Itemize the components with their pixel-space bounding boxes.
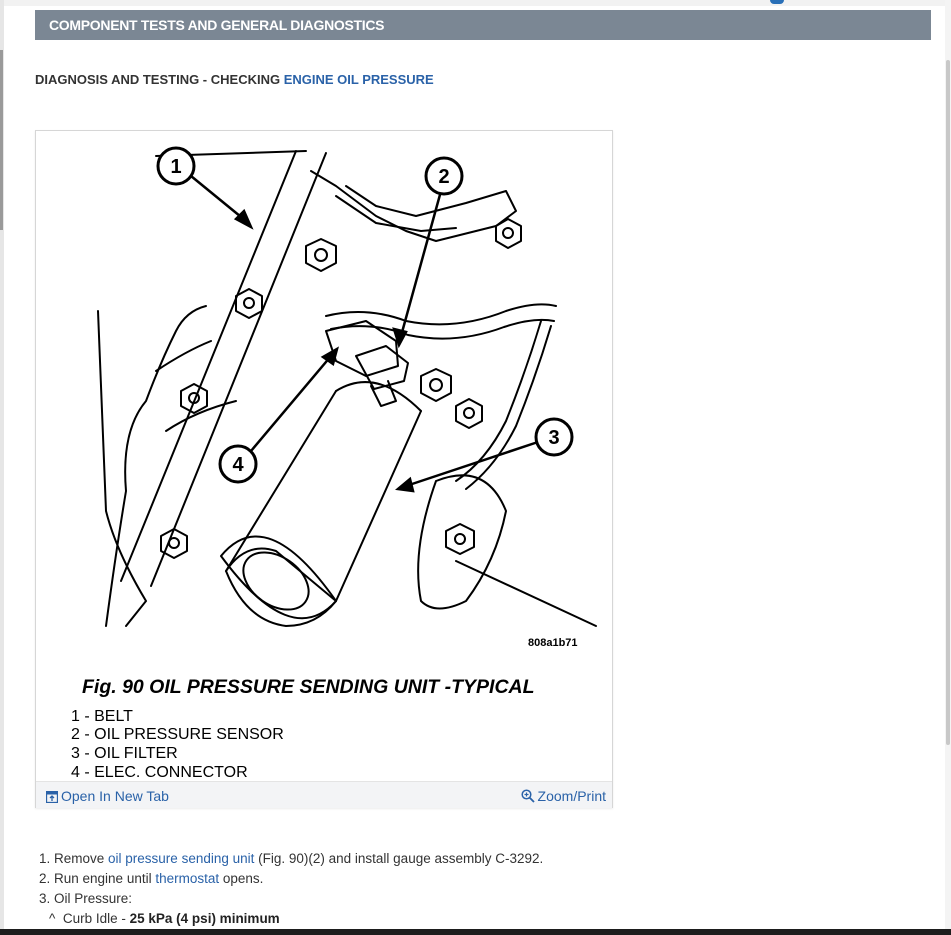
page-subtitle (35, 72, 434, 87)
step-2 (39, 869, 543, 889)
thermostat-link[interactable]: thermostat (155, 871, 220, 886)
figure-illustration (36, 131, 612, 781)
scrollbar[interactable] (945, 0, 951, 935)
subtitle-prefix: DIAGNOSIS AND TESTING - CHECKING (35, 72, 284, 87)
step-2-text-end: opens. (219, 871, 264, 886)
zoom-print-link[interactable] (521, 788, 606, 804)
figure-caption: Fig. 90 OIL PRESSURE SENDING UNIT -TYPICAL (82, 676, 535, 698)
bolt-mid-right (421, 369, 451, 401)
right-bracket (418, 475, 506, 608)
harness-down-b (466, 326, 551, 489)
top-accent (770, 0, 784, 4)
zoom-icon (521, 789, 535, 803)
bolt-top-left (306, 239, 336, 271)
callout-3-label: 3 (548, 427, 560, 449)
legend-item-elec-connector: 4 - ELEC. CONNECTOR (71, 764, 248, 781)
procedure-steps (39, 849, 543, 929)
bolt-top-right (496, 219, 521, 248)
left-panel-handle[interactable] (0, 50, 3, 230)
filter-base-rim (221, 536, 336, 618)
bolt-left-1 (236, 289, 262, 318)
top-edge (0, 0, 951, 6)
bolt-bracket (446, 524, 474, 554)
scrollbar-thumb[interactable] (946, 60, 950, 745)
block-outline (106, 306, 206, 626)
step-3: 3. Oil Pressure: (39, 891, 133, 906)
zoom-print-label: Zoom/Print (537, 788, 606, 804)
curb-idle-value: 25 kPa (4 psi) minimum (129, 911, 280, 926)
harness-lower (331, 320, 554, 339)
step-1 (39, 849, 543, 869)
right-bracket-arm (456, 561, 596, 626)
open-in-new-tab-link[interactable] (46, 788, 169, 804)
figure-box (35, 130, 613, 808)
filter-right-side (336, 411, 421, 601)
figure-toolbar (36, 781, 612, 808)
callout-2-label: 2 (438, 166, 450, 188)
image-code: 808a1b71 (528, 637, 578, 649)
bolt-left-2 (181, 384, 207, 413)
callout-1-label: 1 (170, 156, 182, 178)
engine-oil-pressure-link[interactable]: ENGINE OIL PRESSURE (283, 72, 434, 87)
curb-idle-label: Curb Idle - (62, 911, 130, 926)
sub-bullet: ^ (49, 911, 56, 926)
legend-item-oil-filter: 3 - OIL FILTER (71, 745, 178, 762)
open-in-new-tab-label: Open In New Tab (61, 788, 169, 804)
legend-item-belt: 1 - BELT (71, 708, 133, 725)
step-1-text-end: (Fig. 90)(2) and install gauge assembly C-3292. (254, 851, 544, 866)
harness-down-a (456, 321, 541, 481)
legend-item-oil-pressure-sensor: 2 - OIL PRESSURE SENSOR (71, 726, 284, 743)
callout-4-label: 4 (232, 454, 244, 476)
oil-pressure-sending-unit-link[interactable]: oil pressure sending unit (108, 851, 255, 866)
taskbar-edge (0, 929, 951, 935)
step-2-text: 2. Run engine until (39, 871, 156, 886)
belt-edge-a (121, 151, 296, 581)
step-3-sub-curb-idle (39, 909, 543, 929)
open-in-new-tab-icon (46, 791, 58, 803)
bolt-lower-left (161, 529, 187, 558)
section-header: COMPONENT TESTS AND GENERAL DIAGNOSTICS (35, 10, 931, 40)
bolt-right (456, 399, 482, 428)
filter-top (336, 382, 421, 411)
step-1-text: 1. Remove (39, 851, 109, 866)
